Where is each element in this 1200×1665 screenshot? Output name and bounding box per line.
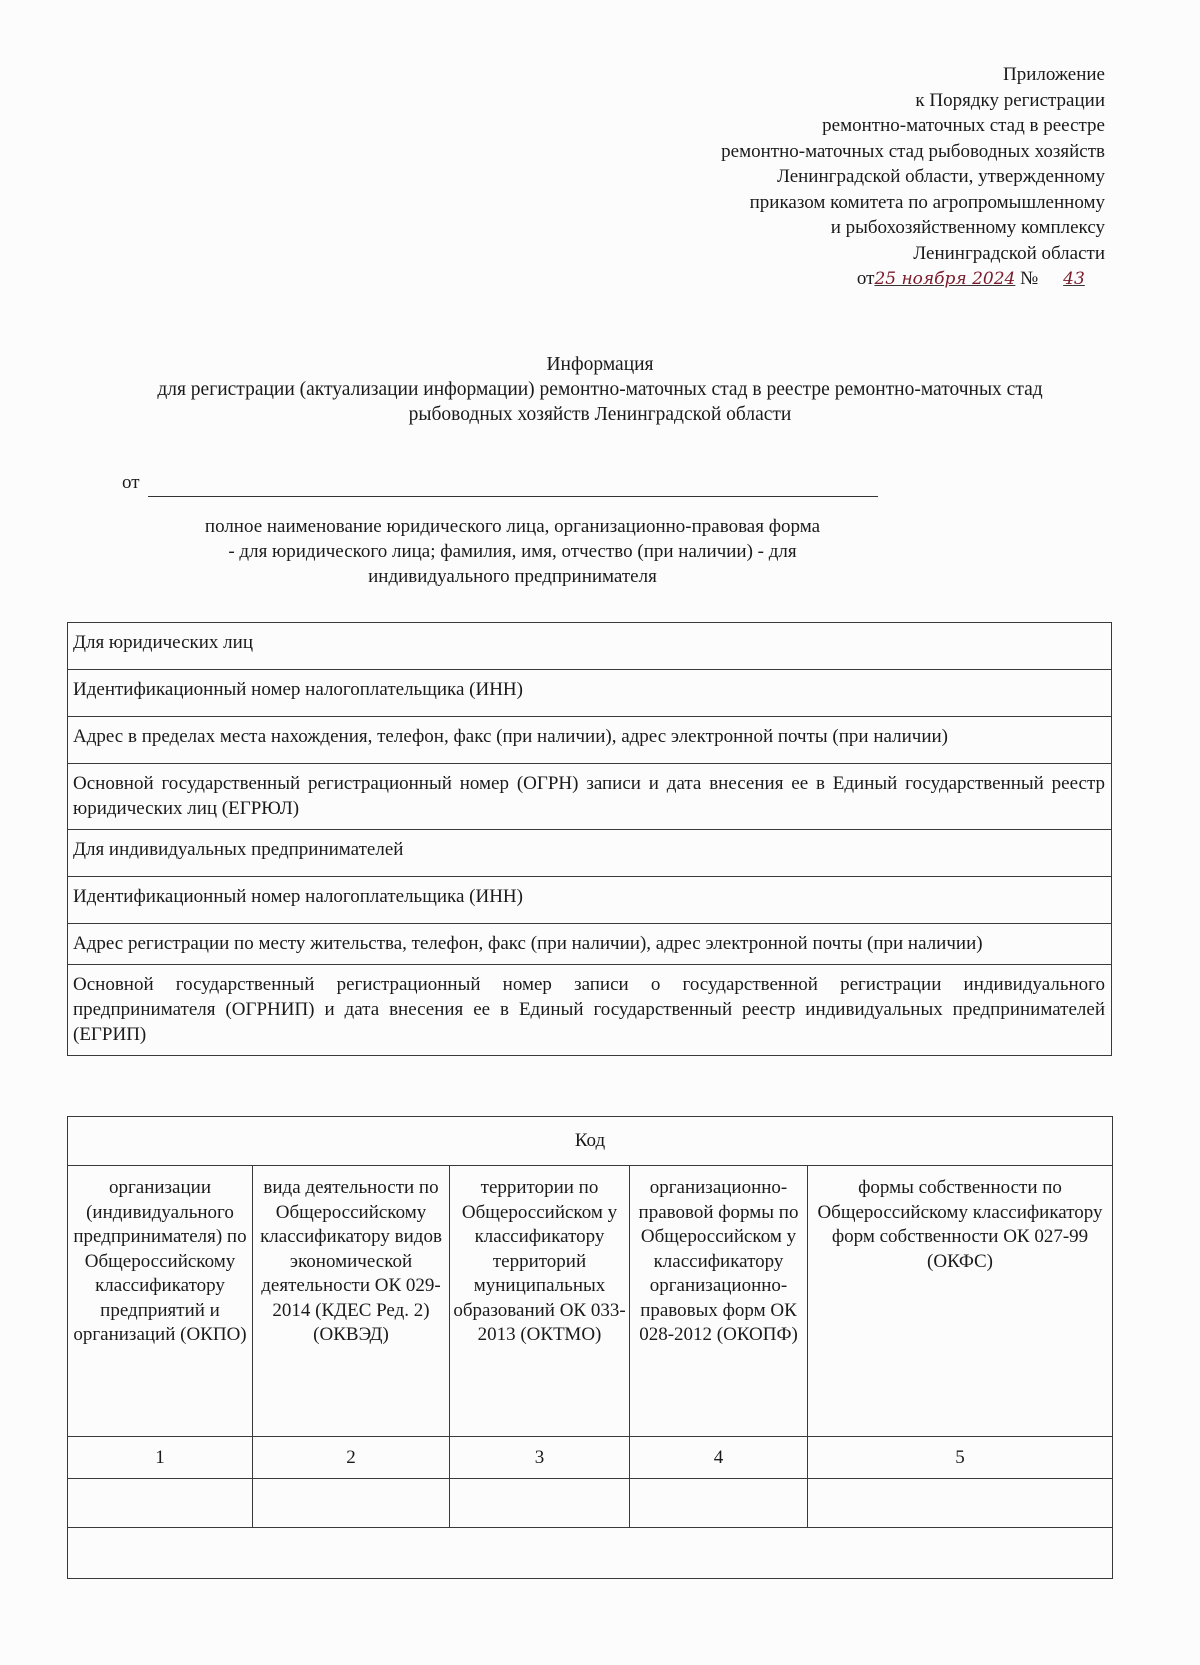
column-caption: организационно-правовой формы по Общероссийском у классификатору организационно-правовых форм ОК 028-2012 (ОКОПФ) [630, 1166, 808, 1437]
title-line-3: рыбоводных хозяйств Ленинградской области [408, 404, 792, 425]
appendix-line: ремонтно-маточных стад в реестре [822, 115, 1105, 136]
appendix-line: Ленинградской области, утвержденному [776, 166, 1105, 187]
appendix-line: и рыбохозяйственному комплексу [830, 217, 1105, 238]
table-row [68, 1437, 1113, 1479]
table-row [68, 1528, 1113, 1579]
table-row [68, 717, 1112, 764]
appendix-line: ремонтно-маточных стад рыбоводных хозяйств [721, 140, 1105, 162]
code-empty-row[interactable] [68, 1528, 1113, 1579]
column-caption: территории по Общероссийском у классификатору территорий муниципальных образований ОК 033-2013 (ОКТМО) [450, 1166, 630, 1437]
applicant-name-hint [140, 514, 885, 589]
codes-table [67, 1116, 1113, 1579]
table-row [68, 965, 1112, 1056]
code-input-cell[interactable] [450, 1479, 630, 1528]
appendix-line: Приложение [1003, 64, 1105, 85]
table-row [68, 670, 1112, 717]
table-cell[interactable]: Основной государственный регистрационный номер записи о государственной регистрации индивидуального предпринимателя (ОГРНИП) и дата внесения ее в Единый государственный реестр индивидуальных предпринимателей (ЕГРИП) [68, 965, 1112, 1056]
title-line-1: Информация [546, 354, 654, 375]
from-label: от [122, 472, 140, 493]
date-prefix: от [856, 268, 875, 289]
code-input-cell[interactable] [68, 1479, 253, 1528]
table-cell[interactable]: Для юридических лиц [68, 623, 1112, 670]
table-cell[interactable]: Адрес регистрации по месту жительства, телефон, факс (при наличии), адрес электронной почты (при наличии) [68, 924, 1112, 965]
handwritten-date: 25 ноября 2024 [874, 269, 1016, 289]
handwritten-number: 43 [1063, 269, 1085, 289]
table-row [68, 1166, 1113, 1437]
table-row [68, 830, 1112, 877]
table-cell[interactable]: Идентификационный номер налогоплательщика (ИНН) [68, 670, 1112, 717]
code-input-cell[interactable] [808, 1479, 1113, 1528]
table-row [68, 764, 1112, 830]
column-caption: организации (индивидуального предпринимателя) по Общероссийскому классификатору предприятий и организаций (ОКПО) [68, 1166, 253, 1437]
hint-line-1: полное наименование юридического лица, организационно-правовая форма [204, 516, 821, 537]
appendix-line: к Порядку регистрации [915, 89, 1105, 111]
hint-line-3: индивидуального предпринимателя [368, 566, 657, 587]
title-line-2: для регистрации (актуализации информации) ремонтно-маточных стад в реестре ремонтно-маточных стад [157, 379, 1043, 400]
column-number: 1 [68, 1437, 253, 1479]
table-cell[interactable]: Основной государственный регистрационный номер (ОГРН) записи и дата внесения ее в Единый государственный реестр юридических лиц (ЕГРЮЛ) [68, 764, 1112, 830]
applicant-info-table [67, 622, 1112, 1056]
table-row [68, 1479, 1113, 1528]
table-header-row [68, 1117, 1113, 1166]
table-row [68, 877, 1112, 924]
appendix-line: приказом комитета по агропромышленному [749, 191, 1105, 213]
appendix-block [545, 62, 1105, 293]
column-number: 4 [630, 1437, 808, 1479]
column-number: 5 [808, 1437, 1113, 1479]
column-number: 2 [253, 1437, 450, 1479]
table-row [68, 924, 1112, 965]
table-row [68, 623, 1112, 670]
code-input-cell[interactable] [630, 1479, 808, 1528]
column-caption: вида деятельности по Общероссийскому классификатору видов экономической деятельности ОК 029-2014 (КДЕС Ред. 2) (ОКВЭД) [253, 1166, 450, 1437]
hint-line-2: - для юридического лица; фамилия, имя, отчество (при наличии) - для [228, 541, 797, 562]
code-header: Код [68, 1117, 1113, 1166]
applicant-name-line[interactable] [148, 496, 878, 497]
column-caption: формы собственности по Общероссийскому классификатору форм собственности ОК 027-99 (ОКФС) [808, 1166, 1113, 1437]
table-cell[interactable]: Адрес в пределах места нахождения, телефон, факс (при наличии), адрес электронной почты (при наличии) [68, 717, 1112, 764]
code-input-cell[interactable] [253, 1479, 450, 1528]
appendix-line: Ленинградской области [913, 242, 1105, 264]
number-label: № [1020, 268, 1039, 289]
column-number: 3 [450, 1437, 630, 1479]
table-cell[interactable]: Для индивидуальных предпринимателей [68, 830, 1112, 877]
order-date-line [545, 266, 1105, 293]
document-title [60, 352, 1140, 427]
table-cell[interactable]: Идентификационный номер налогоплательщика (ИНН) [68, 877, 1112, 924]
